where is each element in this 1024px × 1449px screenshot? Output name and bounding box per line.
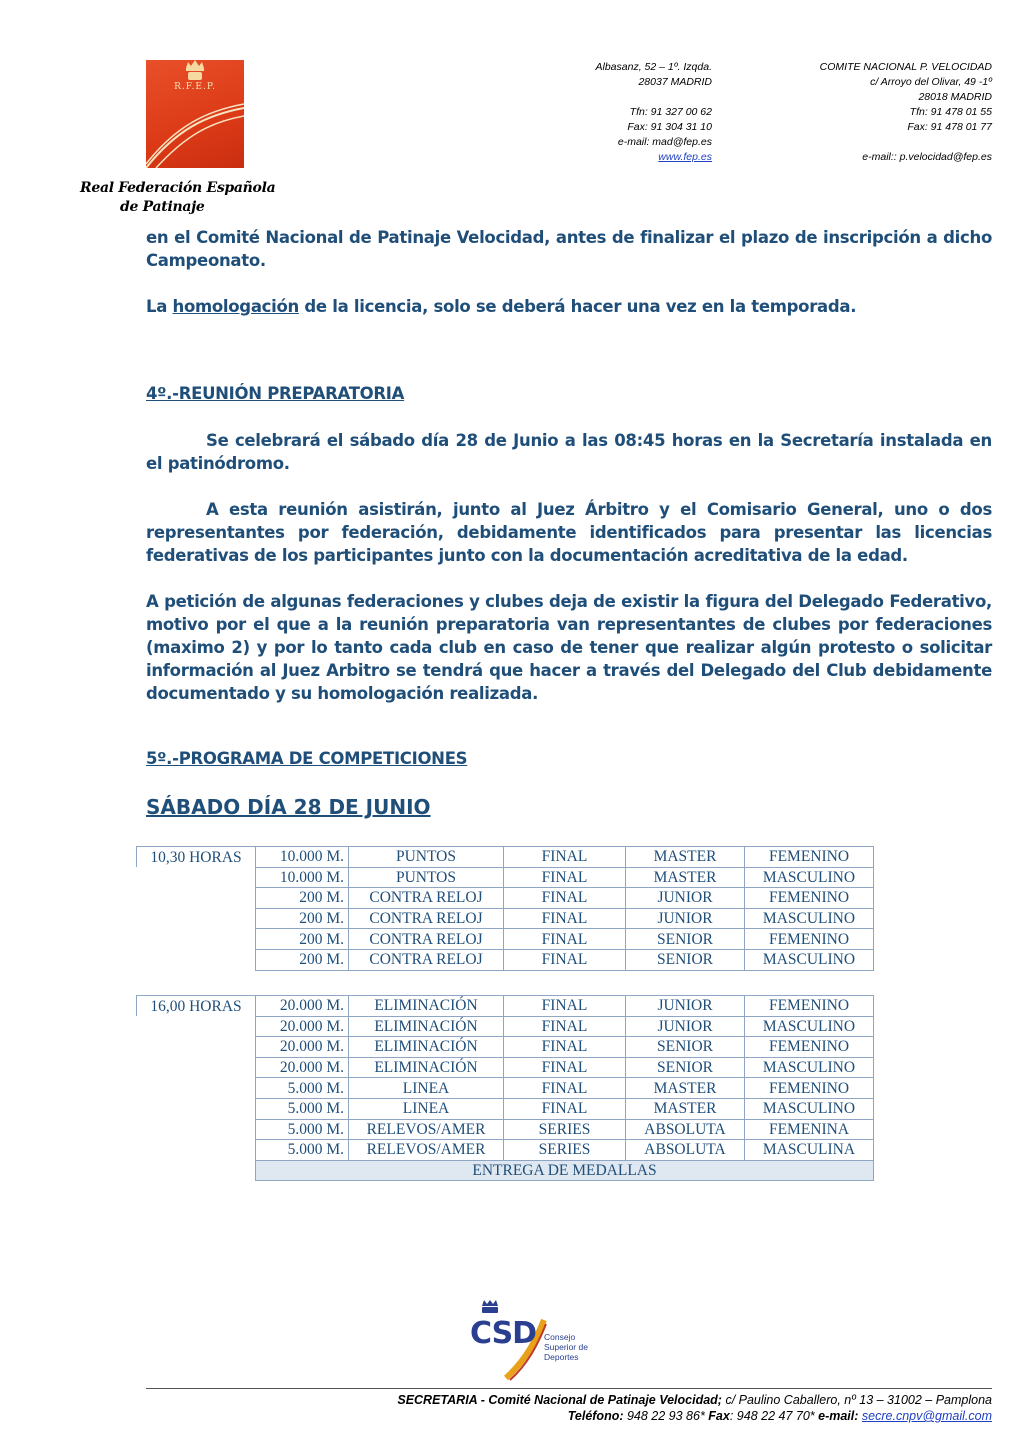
csd-logo bbox=[466, 1300, 588, 1390]
time-cell-empty bbox=[137, 1016, 256, 1037]
schedule-table-afternoon bbox=[136, 995, 874, 1181]
website-link[interactable]: www.fep.es bbox=[658, 151, 712, 163]
schedule-row bbox=[137, 1016, 874, 1037]
time-cell-empty bbox=[137, 908, 256, 929]
homologacion-underlined: homologación bbox=[172, 297, 299, 316]
category-cell: SENIOR bbox=[626, 1057, 745, 1078]
category-cell: SENIOR bbox=[626, 949, 745, 970]
paragraph: A esta reunión asistirán, junto al Juez Árbitro y el Comisario General, uno o dos representantes por federación, debidamente identificados para presentar las licencias federativas de los participantes junto con la documentación acreditativa de la edad. bbox=[146, 500, 992, 565]
header-address-right bbox=[752, 60, 992, 165]
csd-line: Superior de bbox=[544, 1342, 588, 1352]
footer-secretaria: SECRETARIA - Comité Nacional de Patinaje Velocidad; bbox=[397, 1393, 722, 1407]
csd-line: Deportes bbox=[544, 1352, 579, 1362]
email-link[interactable]: secre.cnpv@gmail.com bbox=[861, 1409, 992, 1423]
phase-cell: FINAL bbox=[504, 867, 626, 888]
time-cell-empty bbox=[137, 929, 256, 950]
category-cell: ABSOLUTA bbox=[626, 1119, 745, 1140]
gender-cell: FEMENINO bbox=[745, 996, 874, 1017]
gender-cell: FEMENINO bbox=[745, 1037, 874, 1058]
gender-cell: MASCULINA bbox=[745, 1140, 874, 1161]
modality-cell: PUNTOS bbox=[349, 867, 504, 888]
time-cell-empty bbox=[137, 1098, 256, 1119]
category-cell: MASTER bbox=[626, 847, 745, 868]
footer-divider bbox=[146, 1388, 992, 1389]
distance-cell: 5.000 M. bbox=[256, 1098, 349, 1119]
category-cell: JUNIOR bbox=[626, 888, 745, 909]
header-right-email: e-mail:: p.velocidad@fep.es bbox=[862, 151, 992, 163]
header-right-line: COMITE NACIONAL P. VELOCIDAD bbox=[819, 61, 992, 73]
schedule-row bbox=[137, 888, 874, 909]
day-title: SÁBADO DÍA 28 DE JUNIO bbox=[146, 795, 431, 819]
modality-cell: RELEVOS/AMER bbox=[349, 1119, 504, 1140]
gender-cell: FEMENINA bbox=[745, 1119, 874, 1140]
phase-cell: FINAL bbox=[504, 1057, 626, 1078]
phase-cell: FINAL bbox=[504, 996, 626, 1017]
category-cell: MASTER bbox=[626, 1078, 745, 1099]
modality-cell: CONTRA RELOJ bbox=[349, 949, 504, 970]
fax-label: Fax bbox=[708, 1409, 730, 1423]
distance-cell: 20.000 M. bbox=[256, 1037, 349, 1058]
phase-cell: FINAL bbox=[504, 847, 626, 868]
phase-cell: FINAL bbox=[504, 908, 626, 929]
footer bbox=[146, 1392, 992, 1424]
modality-cell: RELEVOS/AMER bbox=[349, 1140, 504, 1161]
paragraph: en el Comité Nacional de Patinaje Velocidad, antes de finalizar el plazo de inscripción a dicho Campeonato. bbox=[146, 228, 992, 270]
modality-cell: PUNTOS bbox=[349, 847, 504, 868]
logo-text: R.F.E.P. bbox=[174, 82, 216, 92]
csd-name bbox=[544, 1332, 588, 1362]
gender-cell: MASCULINO bbox=[745, 1057, 874, 1078]
paragraph-homologacion bbox=[146, 295, 992, 318]
category-cell: MASTER bbox=[626, 867, 745, 888]
footer-line2 bbox=[146, 1408, 992, 1424]
modality-cell: ELIMINACIÓN bbox=[349, 1016, 504, 1037]
gender-cell: FEMENINO bbox=[745, 929, 874, 950]
schedule-row bbox=[137, 847, 874, 868]
schedule-row bbox=[137, 908, 874, 929]
text-span: de la licencia, solo se deberá hacer una vez en la temporada. bbox=[298, 297, 857, 316]
org-name-line2: de Patinaje bbox=[120, 199, 205, 215]
section-title-4: 4º.-REUNIÓN PREPARATORIA bbox=[146, 384, 405, 403]
gender-cell: MASCULINO bbox=[745, 867, 874, 888]
category-cell: JUNIOR bbox=[626, 908, 745, 929]
category-cell: JUNIOR bbox=[626, 996, 745, 1017]
time-cell-empty bbox=[137, 1140, 256, 1161]
header-right-line: c/ Arroyo del Olivar, 49 -1º bbox=[870, 76, 992, 88]
distance-cell: 10.000 M. bbox=[256, 867, 349, 888]
header-address-left bbox=[512, 60, 712, 165]
distance-cell: 200 M. bbox=[256, 949, 349, 970]
header-left-line: Tfn: 91 327 00 62 bbox=[629, 106, 712, 118]
paragraph: Se celebrará el sábado día 28 de Junio a las 08:45 horas en la Secretaría instalada en el patinódromo. bbox=[146, 431, 992, 473]
distance-cell: 200 M. bbox=[256, 888, 349, 909]
distance-cell: 5.000 M. bbox=[256, 1119, 349, 1140]
header-left-line: e-mail: mad@fep.es bbox=[617, 136, 712, 148]
phase-cell: SERIES bbox=[504, 1140, 626, 1161]
time-cell-empty bbox=[137, 949, 256, 970]
schedule-row bbox=[137, 867, 874, 888]
section-title-5: 5º.-PROGRAMA DE COMPETICIONES bbox=[146, 749, 468, 768]
phase-cell: FINAL bbox=[504, 929, 626, 950]
schedule-row bbox=[137, 1037, 874, 1058]
distance-cell: 20.000 M. bbox=[256, 1016, 349, 1037]
modality-cell: ELIMINACIÓN bbox=[349, 1057, 504, 1078]
phase-cell: FINAL bbox=[504, 1098, 626, 1119]
modality-cell: ELIMINACIÓN bbox=[349, 996, 504, 1017]
time-cell: 10,30 HORAS bbox=[137, 847, 256, 868]
document-body-section4 bbox=[146, 429, 992, 705]
distance-cell: 20.000 M. bbox=[256, 996, 349, 1017]
schedule-row bbox=[137, 1119, 874, 1140]
category-cell: SENIOR bbox=[626, 1037, 745, 1058]
gender-cell: FEMENINO bbox=[745, 888, 874, 909]
distance-cell: 200 M. bbox=[256, 908, 349, 929]
csd-abbr: CSD bbox=[470, 1316, 537, 1351]
distance-cell: 200 M. bbox=[256, 929, 349, 950]
time-cell-empty bbox=[137, 867, 256, 888]
header-right-line: 28018 MADRID bbox=[918, 91, 992, 103]
document-body bbox=[146, 226, 992, 318]
rfep-logo bbox=[146, 60, 244, 168]
phase-cell: FINAL bbox=[504, 888, 626, 909]
distance-cell: 5.000 M. bbox=[256, 1078, 349, 1099]
header-right-line: Tfn: 91 478 01 55 bbox=[909, 106, 992, 118]
header-right-line: Fax: 91 478 01 77 bbox=[907, 121, 992, 133]
category-cell: ABSOLUTA bbox=[626, 1140, 745, 1161]
medals-cell: ENTREGA DE MEDALLAS bbox=[256, 1160, 874, 1181]
distance-cell: 20.000 M. bbox=[256, 1057, 349, 1078]
schedule-row bbox=[137, 1140, 874, 1161]
gender-cell: MASCULINO bbox=[745, 908, 874, 929]
schedule-row bbox=[137, 996, 874, 1017]
phone-label: Teléfono: bbox=[567, 1409, 624, 1423]
header-left-line: Fax: 91 304 31 10 bbox=[627, 121, 712, 133]
phase-cell: FINAL bbox=[504, 1016, 626, 1037]
schedule-row bbox=[137, 1057, 874, 1078]
schedule-table-morning bbox=[136, 846, 874, 971]
time-cell: 16,00 HORAS bbox=[137, 996, 256, 1017]
paragraph: A petición de algunas federaciones y clubes deja de existir la figura del Delegado Federativo, motivo por el que a la reunión preparatoria van representantes de clubes por federaciones (maximo 2) y por lo tanto cada club en caso de tener que realizar algún protesto o solicitar información al Juez Arbitro se tendrá que hacer a través del Delegado del Club debidamente documentado y su homologación realizada. bbox=[146, 592, 992, 703]
rfep-crown-swoosh-icon bbox=[146, 60, 244, 168]
org-name-line1: Real Federación Española bbox=[80, 180, 276, 196]
footer-line1 bbox=[146, 1392, 992, 1408]
time-cell-empty bbox=[137, 888, 256, 909]
gender-cell: FEMENINO bbox=[745, 1078, 874, 1099]
phase-cell: SERIES bbox=[504, 1119, 626, 1140]
csd-line: Consejo bbox=[544, 1332, 576, 1342]
modality-cell: CONTRA RELOJ bbox=[349, 908, 504, 929]
footer-address: c/ Paulino Caballero, nº 13 – 31002 – Pamplona bbox=[721, 1393, 992, 1407]
modality-cell: CONTRA RELOJ bbox=[349, 929, 504, 950]
category-cell: JUNIOR bbox=[626, 1016, 745, 1037]
modality-cell: ELIMINACIÓN bbox=[349, 1037, 504, 1058]
text-span: La bbox=[146, 297, 173, 316]
distance-cell: 5.000 M. bbox=[256, 1140, 349, 1161]
schedule-row bbox=[137, 949, 874, 970]
gender-cell: FEMENINO bbox=[745, 847, 874, 868]
time-cell-empty bbox=[137, 1078, 256, 1099]
phase-cell: FINAL bbox=[504, 1078, 626, 1099]
header-left-line: Albasanz, 52 – 1º. Izqda. bbox=[595, 61, 712, 73]
category-cell: MASTER bbox=[626, 1098, 745, 1119]
time-cell-empty bbox=[137, 1119, 256, 1140]
modality-cell: CONTRA RELOJ bbox=[349, 888, 504, 909]
fax-value: : 948 22 47 70* bbox=[729, 1409, 819, 1423]
distance-cell: 10.000 M. bbox=[256, 847, 349, 868]
schedule-row bbox=[137, 1098, 874, 1119]
time-cell-empty bbox=[137, 1160, 256, 1181]
modality-cell: LINEA bbox=[349, 1098, 504, 1119]
phone-value: 948 22 93 86* bbox=[623, 1409, 709, 1423]
gender-cell: MASCULINO bbox=[745, 1016, 874, 1037]
modality-cell: LINEA bbox=[349, 1078, 504, 1099]
medals-row bbox=[137, 1160, 874, 1181]
phase-cell: FINAL bbox=[504, 1037, 626, 1058]
time-cell-empty bbox=[137, 1037, 256, 1058]
phase-cell: FINAL bbox=[504, 949, 626, 970]
schedule-row bbox=[137, 1078, 874, 1099]
header-left-line: 28037 MADRID bbox=[638, 76, 712, 88]
time-cell-empty bbox=[137, 1057, 256, 1078]
gender-cell: MASCULINO bbox=[745, 949, 874, 970]
schedule-row bbox=[137, 929, 874, 950]
email-label: e-mail: bbox=[818, 1409, 859, 1423]
category-cell: SENIOR bbox=[626, 929, 745, 950]
gender-cell: MASCULINO bbox=[745, 1098, 874, 1119]
